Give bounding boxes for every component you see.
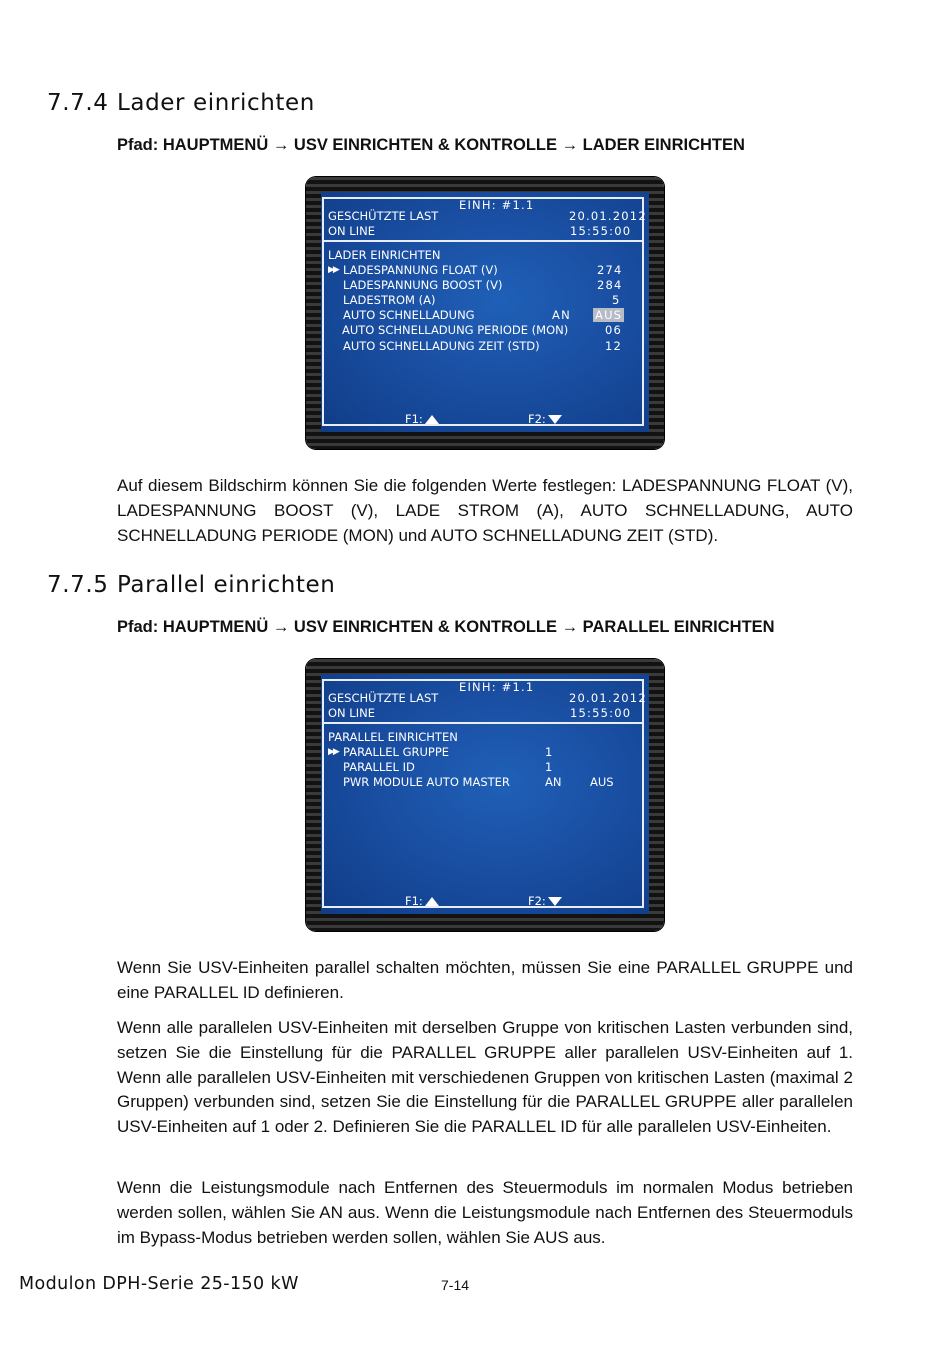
f1-key[interactable] bbox=[405, 412, 439, 426]
unit-label: EINH: #1.1 bbox=[459, 198, 535, 212]
arrow-down-icon bbox=[548, 415, 562, 424]
time-readout: 15:55:00 bbox=[570, 706, 632, 720]
arrow-down-icon bbox=[548, 897, 562, 906]
option-on[interactable]: AN bbox=[545, 775, 562, 789]
menu-item-value: 1 bbox=[545, 760, 553, 774]
selected-value: AUS bbox=[595, 308, 623, 322]
selection-pointer-icon: ▶▶ bbox=[328, 265, 338, 275]
menu-item-label[interactable]: PARALLEL ID bbox=[343, 760, 415, 774]
section-heading-parallel bbox=[47, 572, 335, 598]
menu-item-value: 12 bbox=[605, 339, 623, 353]
option-off[interactable]: AUS bbox=[590, 775, 614, 789]
menu-item-label[interactable]: PWR MODULE AUTO MASTER bbox=[343, 775, 510, 789]
section-title: Parallel einrichten bbox=[117, 572, 336, 598]
menu-title: LADER EINRICHTEN bbox=[328, 248, 441, 262]
f2-key[interactable] bbox=[528, 894, 562, 908]
menu-item-value: 1 bbox=[545, 745, 553, 759]
menu-item-label[interactable]: AUTO SCHNELLADUNG ZEIT (STD) bbox=[343, 339, 540, 353]
lcd-display bbox=[321, 674, 649, 914]
description-paragraph: Wenn Sie USV-Einheiten parallel schalten möchten, müssen Sie eine PARALLEL GRUPPE und eine PARALLEL ID definieren. bbox=[117, 958, 853, 1002]
unit-label: EINH: #1.1 bbox=[459, 680, 535, 694]
f2-label: F2: bbox=[528, 894, 546, 908]
date-readout: 20.01.2012 bbox=[569, 691, 647, 705]
menu-item-label[interactable]: AUTO SCHNELLADUNG PERIODE (MON) bbox=[342, 323, 569, 337]
description-paragraph: Wenn die Leistungsmodule nach Entfernen des Steuermoduls im normalen Modus betrieben werden sollen, wählen Sie AN aus. Wenn die Leistungsmodule nach Entfernen des Steuermoduls im Bypass-Modus betrieben werden sollen, wählen Sie AUS aus. bbox=[117, 1178, 853, 1247]
date-readout: 20.01.2012 bbox=[569, 209, 647, 223]
lcd-divider bbox=[322, 722, 644, 724]
menu-item-label[interactable]: LADESTROM (A) bbox=[343, 293, 436, 307]
menu-item-value: 06 bbox=[605, 323, 623, 337]
footer-page-number: 7-14 bbox=[441, 1277, 470, 1293]
section-heading-lader bbox=[47, 90, 315, 116]
option-on[interactable]: AN bbox=[552, 308, 571, 322]
time-readout: 15:55:00 bbox=[570, 224, 632, 238]
f1-key[interactable] bbox=[405, 894, 439, 908]
section-number: 7.7.4 bbox=[47, 90, 109, 116]
f1-label: F1: bbox=[405, 412, 423, 426]
menu-item-value: 284 bbox=[597, 278, 623, 292]
menu-item-value: 5 bbox=[612, 293, 621, 307]
f2-key[interactable] bbox=[528, 412, 562, 426]
menu-item-label[interactable]: AUTO SCHNELLADUNG bbox=[343, 308, 475, 322]
menu-path: Pfad: HAUPTMENÜ → USV EINRICHTEN & KONTROLLE → PARALLEL EINRICHTEN bbox=[117, 618, 775, 636]
status-mode: ON LINE bbox=[328, 224, 375, 238]
option-off-selected[interactable] bbox=[593, 308, 624, 322]
f2-label: F2: bbox=[528, 412, 546, 426]
f1-label: F1: bbox=[405, 894, 423, 908]
menu-title: PARALLEL EINRICHTEN bbox=[328, 730, 458, 744]
menu-item-value: 274 bbox=[597, 263, 623, 277]
arrow-up-icon bbox=[425, 415, 439, 424]
footer-product: Modulon DPH-Serie 25-150 kW bbox=[19, 1274, 299, 1294]
menu-item-label[interactable]: LADESPANNUNG BOOST (V) bbox=[343, 278, 503, 292]
description-paragraph: Wenn alle parallelen USV-Einheiten mit derselben Gruppe von kritischen Lasten verbunden sind, setzen Sie die Einstellung für die PARALLEL GRUPPE aller parallelen USV-Einheiten auf 1. Wenn alle parallelen USV-Einheiten mit verschiedenen Gruppen von kritischen Lasten (maximal 2 Gruppen) verbunden sind, setzen Sie die Einstellung für die PARALLEL GRUPPE aller parallelen USV-Einheiten auf 1 oder 2. Definieren Sie die PARALLEL ID für alle parallelen USV-Einheiten. bbox=[117, 1018, 853, 1137]
status-load: GESCHÜTZTE LAST bbox=[328, 691, 439, 705]
lcd-display bbox=[321, 192, 649, 432]
menu-item-label[interactable]: LADESPANNUNG FLOAT (V) bbox=[343, 263, 498, 277]
lcd-divider bbox=[322, 240, 644, 242]
lcd-screen-lader bbox=[306, 177, 664, 449]
description-paragraph: Auf diesem Bildschirm können Sie die folgenden Werte festlegen: LADESPANNUNG FLOAT (V), LADESPANNUNG BOOST (V), LADE STROM (A), AUTO SCHNELLADUNG, AUTO SCHNELLADUNG PERIODE (MON) und AUTO SCHNELLADUNG ZEIT (STD). bbox=[117, 476, 853, 545]
menu-path: Pfad: HAUPTMENÜ → USV EINRICHTEN & KONTROLLE → LADER EINRICHTEN bbox=[117, 136, 745, 154]
section-title: Lader einrichten bbox=[117, 90, 315, 116]
status-load: GESCHÜTZTE LAST bbox=[328, 209, 439, 223]
menu-item-label[interactable]: PARALLEL GRUPPE bbox=[343, 745, 450, 759]
arrow-up-icon bbox=[425, 897, 439, 906]
status-mode: ON LINE bbox=[328, 706, 375, 720]
section-number: 7.7.5 bbox=[47, 572, 109, 598]
lcd-screen-parallel bbox=[306, 659, 664, 931]
selection-pointer-icon: ▶▶ bbox=[328, 747, 338, 757]
